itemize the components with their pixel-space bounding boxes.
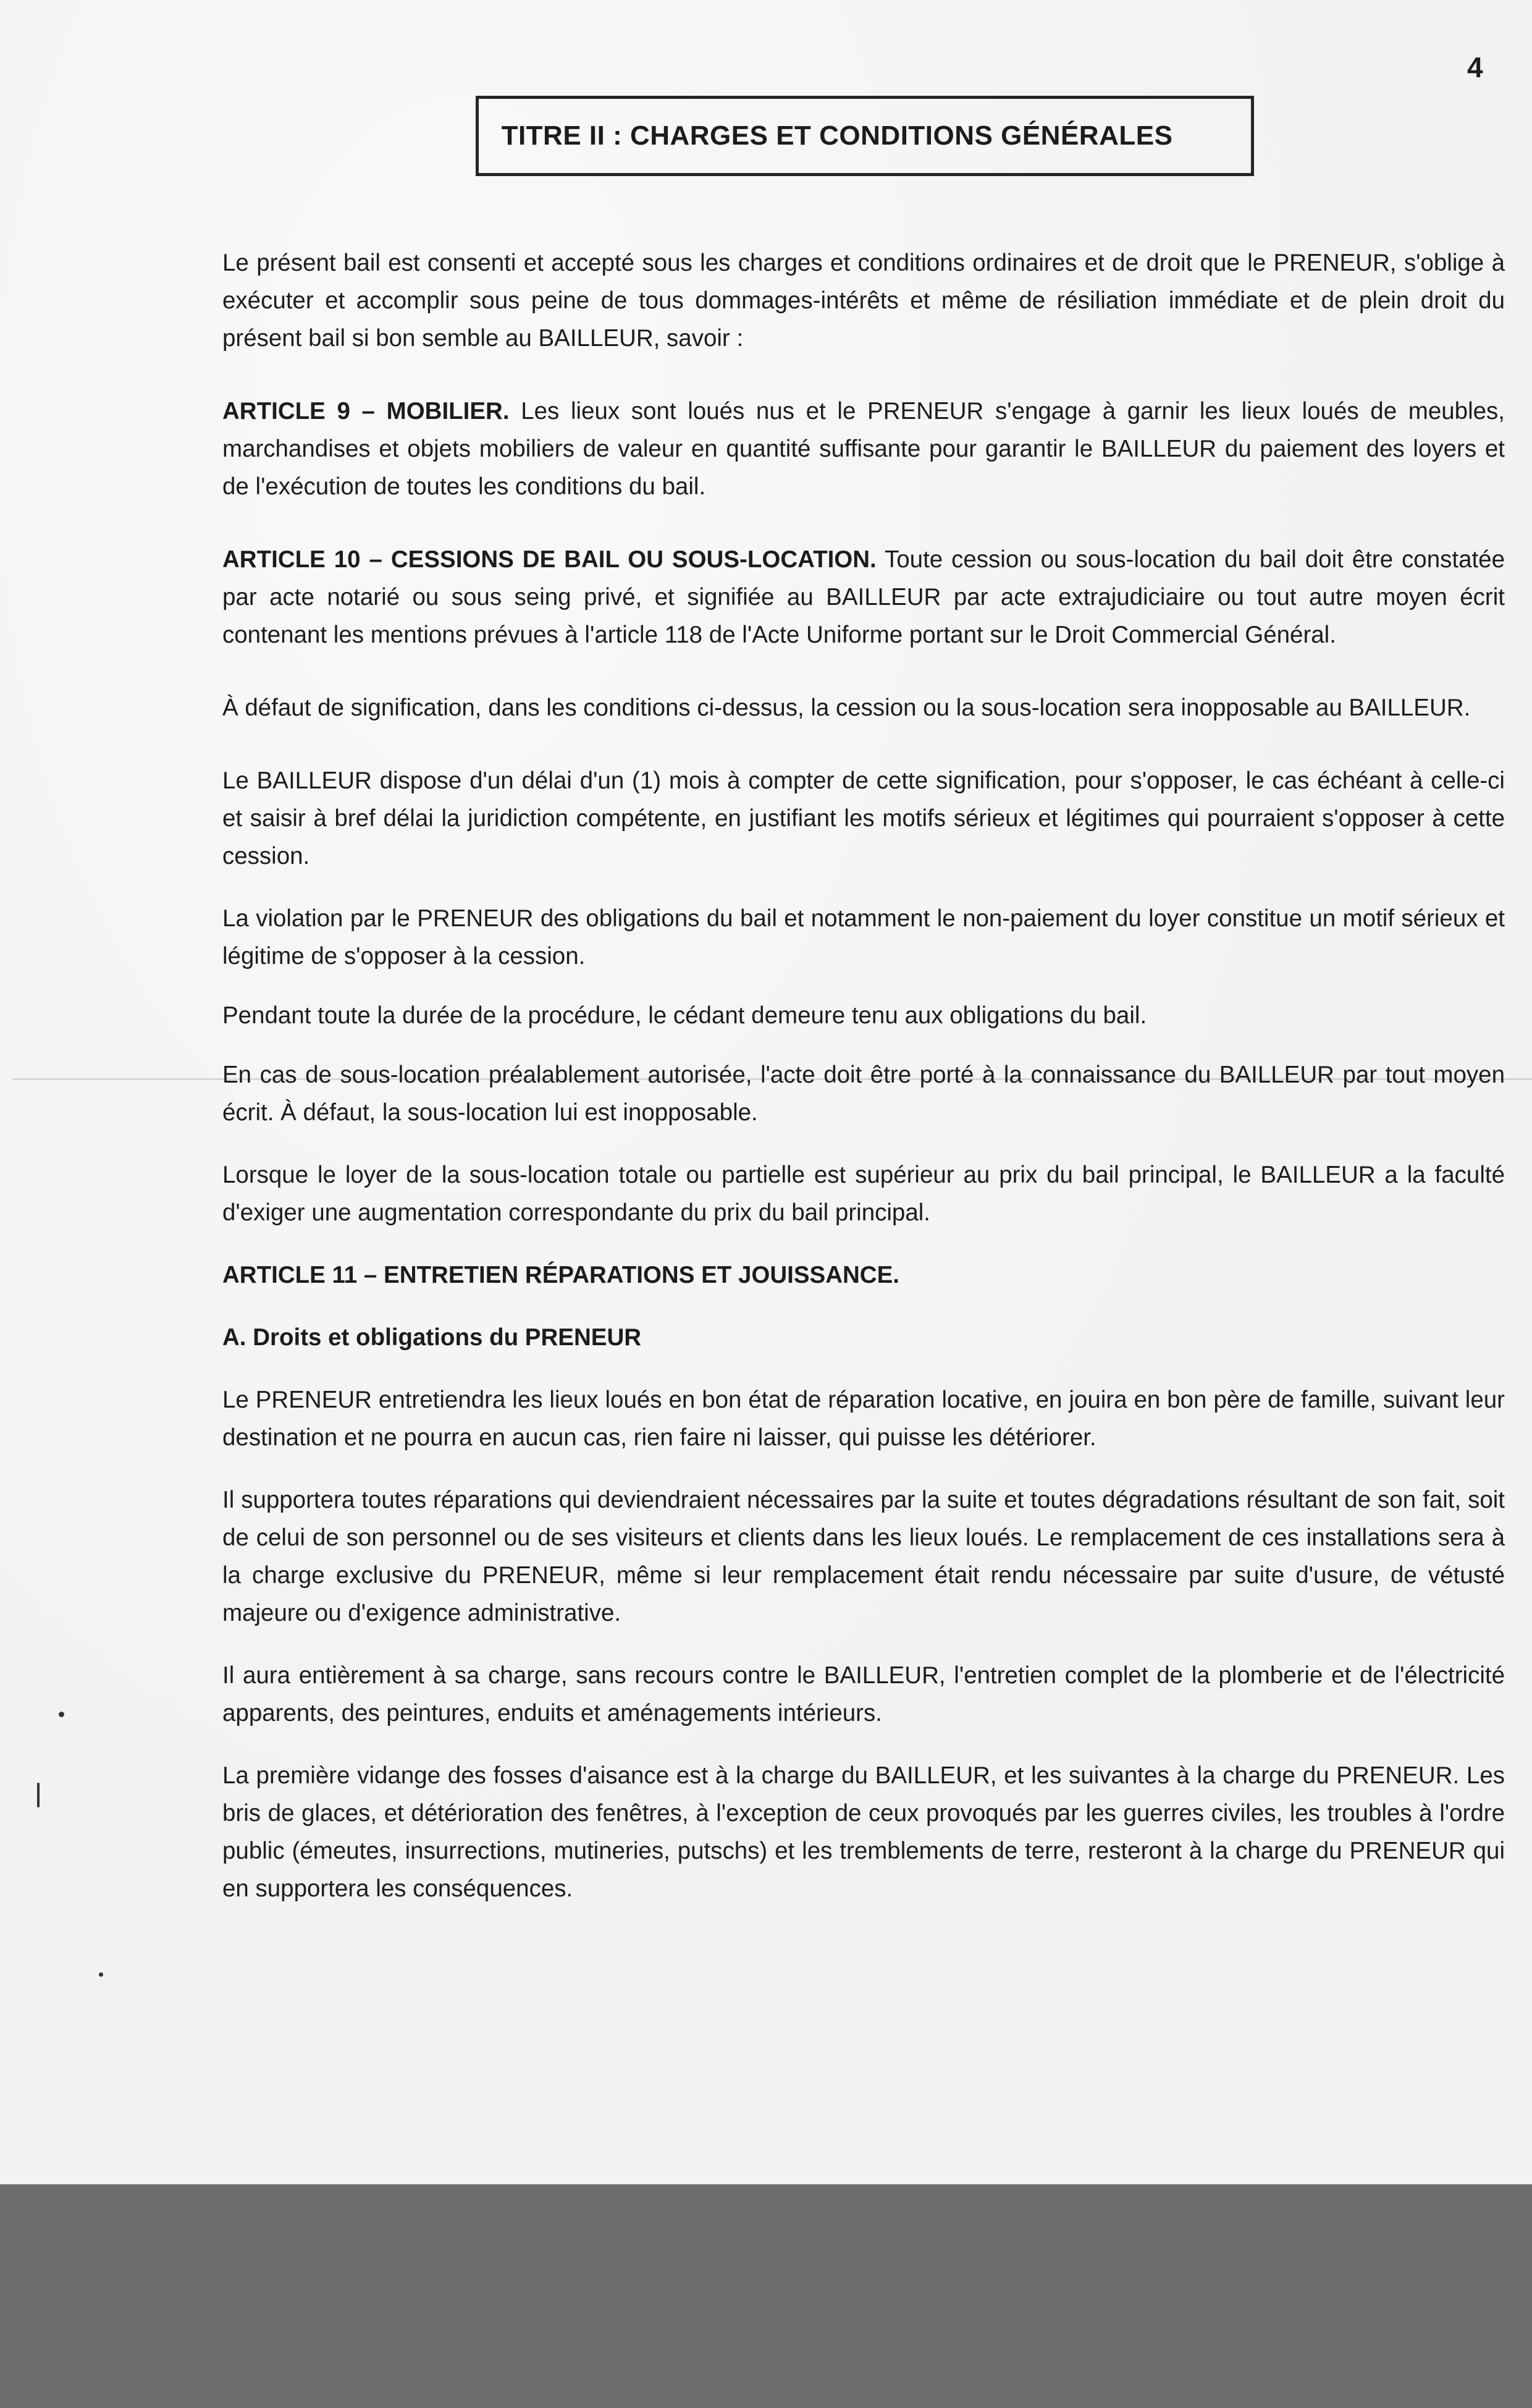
article-10-paragraph: À défaut de signification, dans les conditions ci-dessus, la cession ou la sous-location sera inopposable au BAILLEUR. <box>222 695 1471 721</box>
title-box <box>476 96 1254 176</box>
article-10-paragraph: Lorsque le loyer de la sous-location totale ou partielle est supérieur au prix du bail principal, le BAILLEUR a la faculté d'exiger une augmentation correspondante du prix du bail principal. <box>222 1162 1505 1226</box>
article-10-paragraph: Le BAILLEUR dispose d'un délai d'un (1) mois à compter de cette signification, pour s'opposer, le cas échéant à celle-ci et saisir à bref délai la juridiction compétente, en justifiant les motifs sérieux et légitimes qui pourraient s'opposer à cette cession. <box>222 767 1505 869</box>
page-number: 4 <box>1467 51 1483 83</box>
article-11-heading: ARTICLE 11 – ENTRETIEN RÉPARATIONS ET JOUISSANCE. <box>222 1262 899 1288</box>
article-10-paragraph: La violation par le PRENEUR des obligations du bail et notamment le non-paiement du loyer constitue un motif sérieux et légitime de s'opposer à la cession. <box>222 905 1505 970</box>
article-11-paragraph: La première vidange des fosses d'aisance est à la charge du BAILLEUR, et les suivantes à la charge du PRENEUR. Les bris de glaces, et détérioration des fenêtres, à l'exception de ceux provoqués par les guerres civiles, les troubles à l'ordre public (émeutes, insurrections, mutineries, putschs) et les tremblements de terre, resteront à la charge du PRENEUR qui en supportera les conséquences. <box>222 1762 1505 1902</box>
scan-speck <box>59 1712 64 1717</box>
article-10 <box>222 541 1505 654</box>
article-10-heading: ARTICLE 10 – CESSIONS DE BAIL OU SOUS-LOCATION. <box>222 546 877 573</box>
article-11-subheading: A. Droits et obligations du PRENEUR <box>222 1324 642 1351</box>
section-title: TITRE II : CHARGES ET CONDITIONS GÉNÉRALES <box>501 120 1173 151</box>
scan-speck <box>99 1972 103 1977</box>
article-9 <box>222 392 1505 505</box>
article-10-text: Toute cession ou sous-location du bail doit être constatée par acte notarié ou sous seing privé, et signifiée au BAILLEUR par acte extrajudiciaire ou tout autre moyen écrit contenant les mentions prévues à l'article 118 de l'Acte Uniforme portant sur le Droit Commercial Général. <box>222 546 1505 648</box>
article-11-paragraph: Le PRENEUR entretiendra les lieux loués en bon état de réparation locative, en jouira en bon père de famille, suivant leur destination et ne pourra en aucun cas, rien faire ni laisser, qui puisse les détériorer. <box>222 1387 1505 1451</box>
article-10-paragraph: En cas de sous-location préalablement autorisée, l'acte doit être porté à la connaissance du BAILLEUR par tout moyen écrit. À défaut, la sous-location lui est inopposable. <box>222 1062 1505 1126</box>
article-9-heading: ARTICLE 9 – MOBILIER. <box>222 398 510 425</box>
document-body <box>222 244 1505 1907</box>
intro-paragraph: Le présent bail est consenti et accepté sous les charges et conditions ordinaires et de droit que le PRENEUR, s'oblige à exécuter et accomplir sous peine de tous dommages-intérêts et même de résiliation immédiate et de plein droit du présent bail si bon semble au BAILLEUR, savoir : <box>222 250 1505 352</box>
article-11-paragraph: Il supportera toutes réparations qui deviendraient nécessaires par la suite et toutes dégradations résultant de son fait, soit de celui de son personnel ou de ses visiteurs et clients dans les lieux loués. Le remplacement de ces installations sera à la charge exclusive du PRENEUR, même si leur remplacement était rendu nécessaire par suite d'usure, de vétusté majeure ou d'exigence administrative. <box>222 1487 1505 1626</box>
article-10-paragraph: Pendant toute la durée de la procédure, le cédant demeure tenu aux obligations du bail. <box>222 1002 1147 1029</box>
article-11-paragraph: Il aura entièrement à sa charge, sans recours contre le BAILLEUR, l'entretien complet de la plomberie et de l'électricité apparents, des peintures, enduits et aménagements intérieurs. <box>222 1662 1505 1726</box>
article-9-text: Les lieux sont loués nus et le PRENEUR s'engage à garnir les lieux loués de meubles, marchandises et objets mobiliers de valeur en quantité suffisante pour garantir le BAILLEUR du paiement des loyers et de l'exécution de toutes les conditions du bail. <box>222 398 1505 500</box>
scan-mark <box>37 1783 40 1807</box>
